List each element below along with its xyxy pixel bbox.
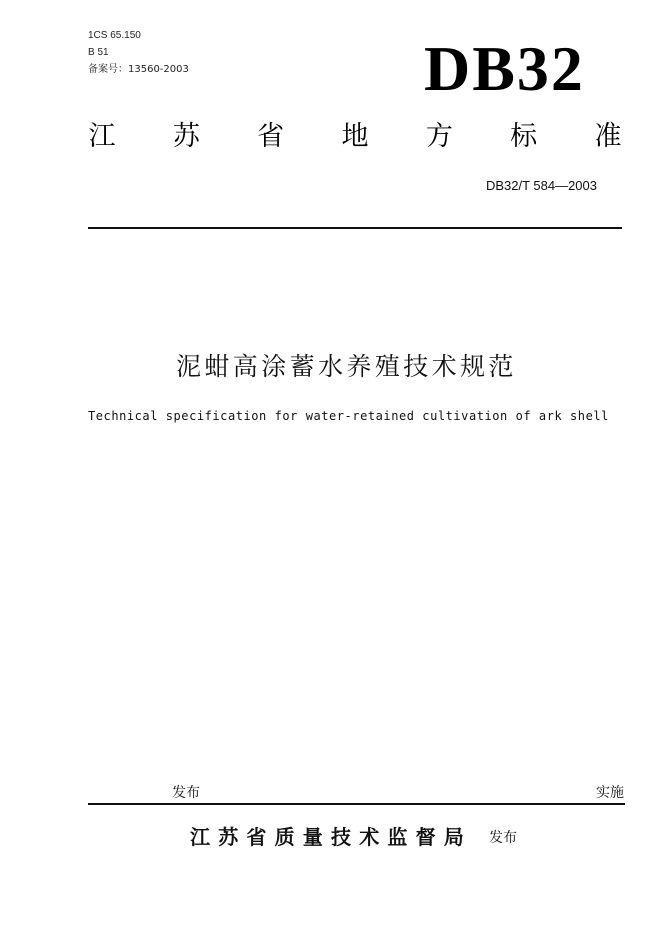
record-number: 备案号：13560-2003 — [88, 64, 189, 75]
footer-divider — [88, 803, 625, 805]
publish-date-label: 发布 — [172, 785, 200, 801]
standard-logo-db32: DB32 — [424, 33, 585, 104]
standard-type-heading — [88, 122, 622, 152]
standard-type-char: 地 — [341, 121, 369, 152]
standard-type-char: 方 — [425, 121, 453, 152]
standard-type-char: 省 — [257, 121, 285, 152]
title-english: Technical specification for water-retained cultivation of ark shell — [88, 409, 609, 423]
ccs-code: B 51 — [88, 47, 109, 58]
issuing-authority: 江苏省质量技术监督局 — [190, 825, 472, 849]
header-divider — [88, 227, 622, 229]
ics-code: 1CS 65.150 — [88, 30, 141, 41]
standard-type-char: 苏 — [172, 121, 200, 152]
standard-type-char: 江 — [88, 121, 116, 152]
title-chinese: 泥蚶高涂蓄水养殖技术规范 — [176, 352, 517, 381]
standard-type-char: 准 — [594, 121, 622, 152]
issuing-authority-suffix: 发布 — [489, 830, 517, 846]
standard-code: DB32/T 584—2003 — [485, 178, 597, 193]
implement-date-label: 实施 — [596, 785, 624, 801]
standard-type-char: 标 — [510, 121, 538, 152]
